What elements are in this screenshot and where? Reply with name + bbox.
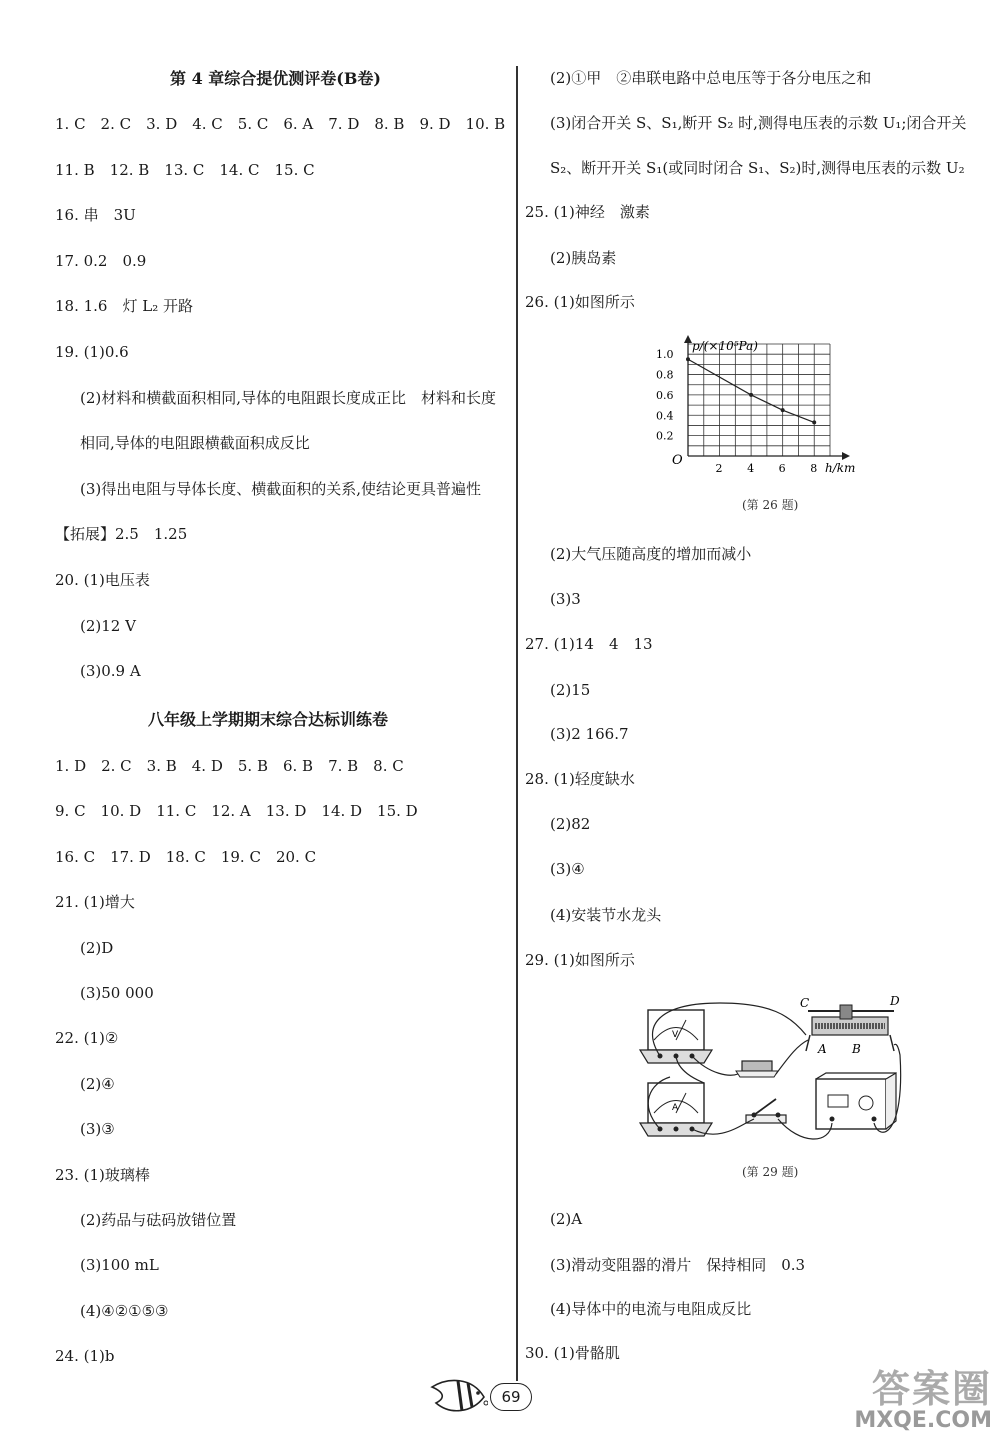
answer-line: (3)2 166.7 [550,725,629,743]
origin-label: O [672,453,683,468]
answer-line: 27. (1)14 4 13 [525,635,653,653]
svg-text:B: B [852,1042,861,1056]
answer-line: 11. B 12. B 13. C 14. C 15. C [55,160,315,179]
answer-line: (4)导体中的电流与电阻成反比 [550,1300,752,1318]
answer-line: 20. (1)电压表 [55,571,150,589]
y-tick-label: 0.8 [656,368,674,382]
data-point [781,408,785,412]
y-tick-label: 1.0 [656,348,674,362]
y-tick-label: 0.6 [656,388,674,402]
voltmeter [640,1010,712,1063]
power-supply [816,1073,896,1129]
svg-text:A: A [818,1042,827,1056]
answer-line: 21. (1)增大 [55,893,135,912]
answer-line: 16. C 17. D 18. C 19. C 20. C [55,847,317,866]
x-tick-label: 8 [810,462,818,475]
x-axis-arrow [842,452,850,460]
y-axis-arrow [684,335,692,343]
answer-line: 25. (1)神经 激素 [525,203,650,221]
answer-line: (2)胰岛素 [550,249,617,267]
answer-line: 29. (1)如图所示 [525,951,635,969]
answer-line: 30. (1)骨骼肌 [525,1344,620,1362]
watermark: 答案圈 MXQE.COM [854,1367,992,1433]
x-tick-labels [716,462,818,475]
answer-line: (2)④ [80,1074,115,1093]
answer-line: (2)15 [550,681,591,699]
figure-26-caption: (第 26 题) [742,498,799,512]
y-tick-label: 0.2 [656,429,674,443]
x-tick-label: 2 [715,462,723,475]
answer-line: (2)12 V [80,616,136,635]
answer-line: 1. D 2. C 3. B 4. D 5. B 6. B 7. B 8. C [55,757,404,775]
section-title-final-exam: 八年级上学期期末综合达标训练卷 [148,710,389,729]
answer-line: 相同,导体的电阻跟横截面积成反比 [80,434,310,453]
answer-line: (3)得出电阻与导体长度、横截面积的关系,使结论更具普遍性 [80,479,482,498]
answer-line: (3)④ [550,860,585,878]
answer-line: (2)药品与砝码放错位置 [80,1211,237,1229]
answer-line: (3)滑动变阻器的滑片 保持相同 0.3 [550,1256,806,1274]
y-tick-label: 0.4 [656,409,674,423]
y-axis-label: p/(×10⁵Pa) [692,339,758,353]
answer-line: 22. (1)② [55,1029,119,1048]
answer-line: (3)闭合开关 S、S₁,断开 S₂ 时,测得电压表的示数 U₁;闭合开关 [550,114,967,132]
resistor [736,1061,778,1077]
svg-text:C: C [800,996,810,1010]
answer-line: 【拓展】2.5 1.25 [55,525,188,544]
answer-line: (2)①甲 ②串联电路中总电压等于各分电压之和 [550,69,872,87]
answer-line: (3)0.9 A [80,662,141,681]
answer-line: (4)④②①⑤③ [80,1301,169,1320]
answer-line: 26. (1)如图所示 [525,293,635,311]
y-tick-labels [656,348,674,442]
pressure-height-graph [650,330,870,480]
graph-grid [688,344,830,456]
circuit-diagram [630,995,910,1145]
answer-line: (2)大气压随高度的增加而减小 [550,545,752,563]
x-tick-label: 4 [747,462,755,475]
section-title-chapter4: 第 4 章综合提优测评卷(B卷) [170,69,381,88]
answer-line: 19. (1)0.6 [55,343,129,361]
answer-line: (2)A [550,1210,583,1228]
answer-line: 1. C 2. C 3. D 4. C 5. C 6. A 7. D 8. B 9. D 10. B [55,115,506,133]
answer-line: S₂、断开开关 S₁(或同时闭合 S₁、S₂)时,测得电压表的示数 U₂ [550,159,965,177]
data-point [749,393,753,397]
answer-line: 16. 串 3U [55,206,136,225]
page-number: 69 [490,1383,532,1411]
svg-text:V: V [672,1030,679,1040]
answer-line: 23. (1)玻璃棒 [55,1165,150,1184]
answer-line: (4)安装节水龙头 [550,906,662,924]
answer-line: (3)100 mL [80,1256,159,1275]
x-tick-label: 6 [778,462,786,475]
column-divider [516,66,518,1381]
answer-line: 18. 1.6 灯 L₂ 开路 [55,297,193,316]
answer-line: (3)50 000 [80,984,154,1002]
data-point [812,420,816,424]
answer-line: (3)3 [550,590,581,608]
answer-line: 9. C 10. D 11. C 12. A 13. D 14. D 15. D [55,802,418,821]
fish-logo-icon [428,1373,488,1417]
answer-line: (2)材料和横截面积相同,导体的电阻跟长度成正比 材料和长度 [80,388,497,407]
figure-29-caption: (第 29 题) [742,1165,799,1179]
answer-line: (2)82 [550,815,591,833]
svg-text:D: D [890,995,900,1008]
answer-line: 28. (1)轻度缺水 [525,770,635,788]
data-point [686,357,690,361]
answer-line: 17. 0.2 0.9 [55,251,147,270]
rheostat [800,995,900,1056]
answer-line: 24. (1)b [55,1347,115,1366]
x-axis-label: h/km [825,461,856,475]
svg-text:A: A [672,1103,679,1113]
answer-line: (2)D [80,938,114,957]
answer-line: (3)③ [80,1120,115,1139]
